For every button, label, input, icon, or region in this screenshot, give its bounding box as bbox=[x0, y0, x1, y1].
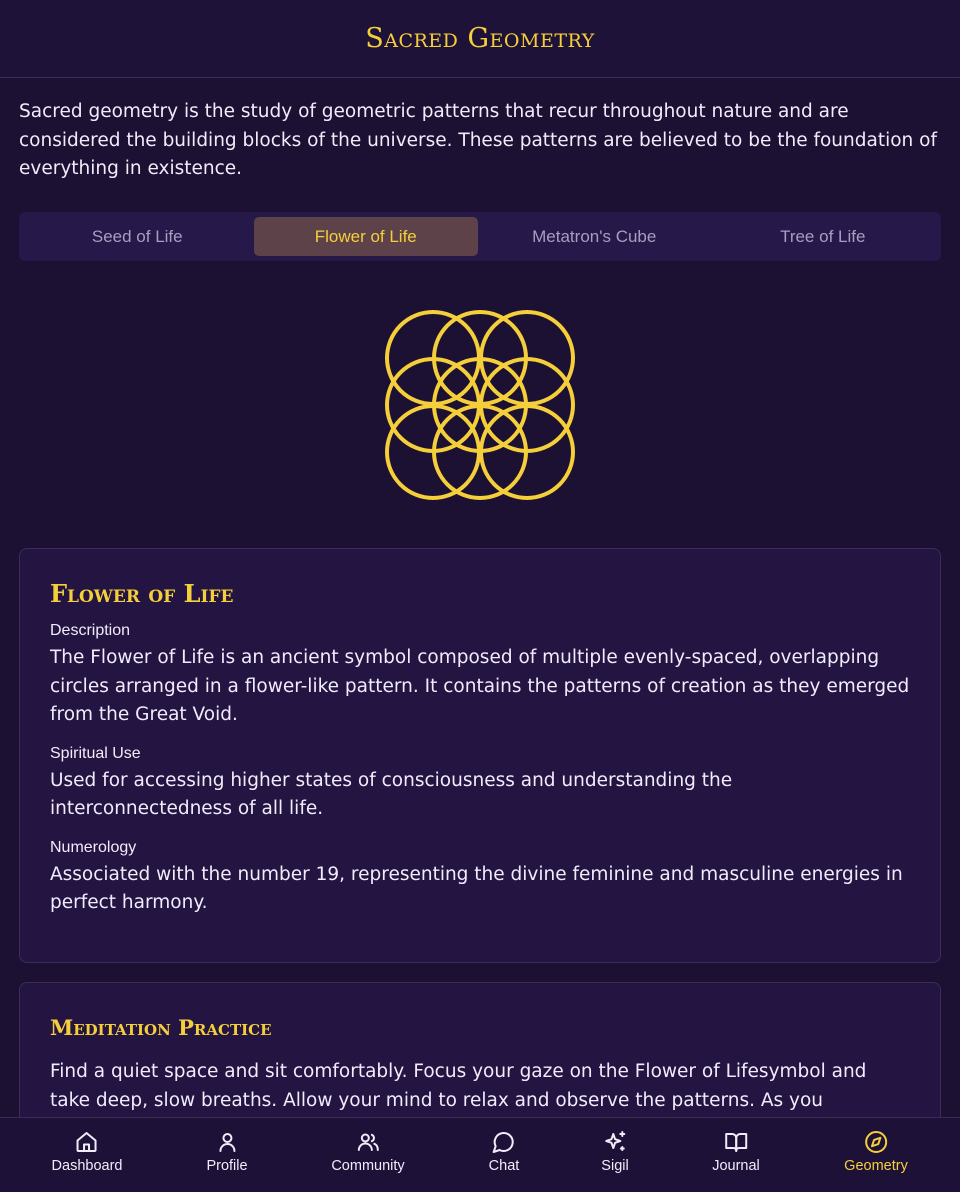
description-label: Description bbox=[50, 622, 131, 639]
nav-label: Dashboard bbox=[51, 1158, 123, 1174]
numerology-label: Numerology bbox=[50, 838, 137, 856]
nav-label: Geometry bbox=[844, 1158, 908, 1174]
nav-profile[interactable] bbox=[206, 1130, 247, 1174]
description-text: The Flower of Life is an ancient symbol composed of multiple evenly-spaced, overlapping circles arranged in a flower-like pattern. It contains the patterns of creation as they emerged from the Great Void. bbox=[50, 647, 910, 725]
page-title: Sacred Geometry bbox=[365, 23, 595, 54]
book-icon bbox=[724, 1130, 748, 1154]
flower-of-life-symbol bbox=[380, 305, 580, 505]
meditation-title: Meditation Practice bbox=[50, 1015, 272, 1040]
nav-chat[interactable] bbox=[489, 1130, 520, 1174]
tab-tree-of-life[interactable]: Tree of Life bbox=[780, 226, 866, 246]
sparkles-icon bbox=[603, 1130, 627, 1154]
numerology-text: Associated with the number 19, representing the divine feminine and masculine energies in perfect harmony. bbox=[50, 863, 903, 913]
nav-sigil[interactable] bbox=[601, 1130, 628, 1174]
geometry-tabs bbox=[19, 212, 941, 261]
nav-label: Chat bbox=[488, 1158, 520, 1174]
symbol-info-card bbox=[19, 548, 941, 963]
flower-of-life-icon bbox=[380, 305, 580, 505]
nav-journal[interactable] bbox=[712, 1130, 760, 1174]
home-icon bbox=[75, 1130, 99, 1154]
nav-geometry[interactable] bbox=[844, 1130, 908, 1174]
tab-metatrons-cube[interactable]: Metatron's Cube bbox=[532, 226, 657, 246]
chat-bubble-icon bbox=[492, 1130, 516, 1154]
user-icon bbox=[215, 1130, 239, 1154]
tab-seed-of-life[interactable]: Seed of Life bbox=[91, 226, 183, 246]
nav-label: Sigil bbox=[601, 1158, 629, 1174]
nav-community[interactable] bbox=[331, 1130, 404, 1174]
compass-icon bbox=[864, 1130, 888, 1154]
meditation-text: Find a quiet space and sit comfortably. Focus your gaze on the Flower of Lifesymbol and take deep, slow breaths. Allow your mind to relax and observe the patterns. As you bbox=[50, 1061, 867, 1111]
symbol-title: Flower of Life bbox=[50, 579, 234, 608]
spiritual-use-text: Used for accessing higher states of consciousness and understanding the interconnectedness of all life. bbox=[50, 769, 733, 819]
tab-flower-of-life[interactable]: Flower of Life bbox=[254, 217, 479, 256]
intro-text: Sacred geometry is the study of geometric patterns that recur throughout nature and are considered the building blocks of the universe. These patterns are believed to be the foundation of everything in existence. bbox=[19, 101, 937, 179]
nav-dashboard[interactable] bbox=[52, 1130, 123, 1174]
nav-label: Journal bbox=[712, 1158, 760, 1174]
app-header bbox=[0, 0, 960, 78]
spiritual-use-label: Spiritual Use bbox=[50, 744, 141, 762]
bottom-navigation bbox=[0, 1117, 960, 1192]
nav-label: Profile bbox=[206, 1158, 248, 1174]
nav-label: Community bbox=[331, 1158, 405, 1174]
users-icon bbox=[356, 1130, 380, 1154]
